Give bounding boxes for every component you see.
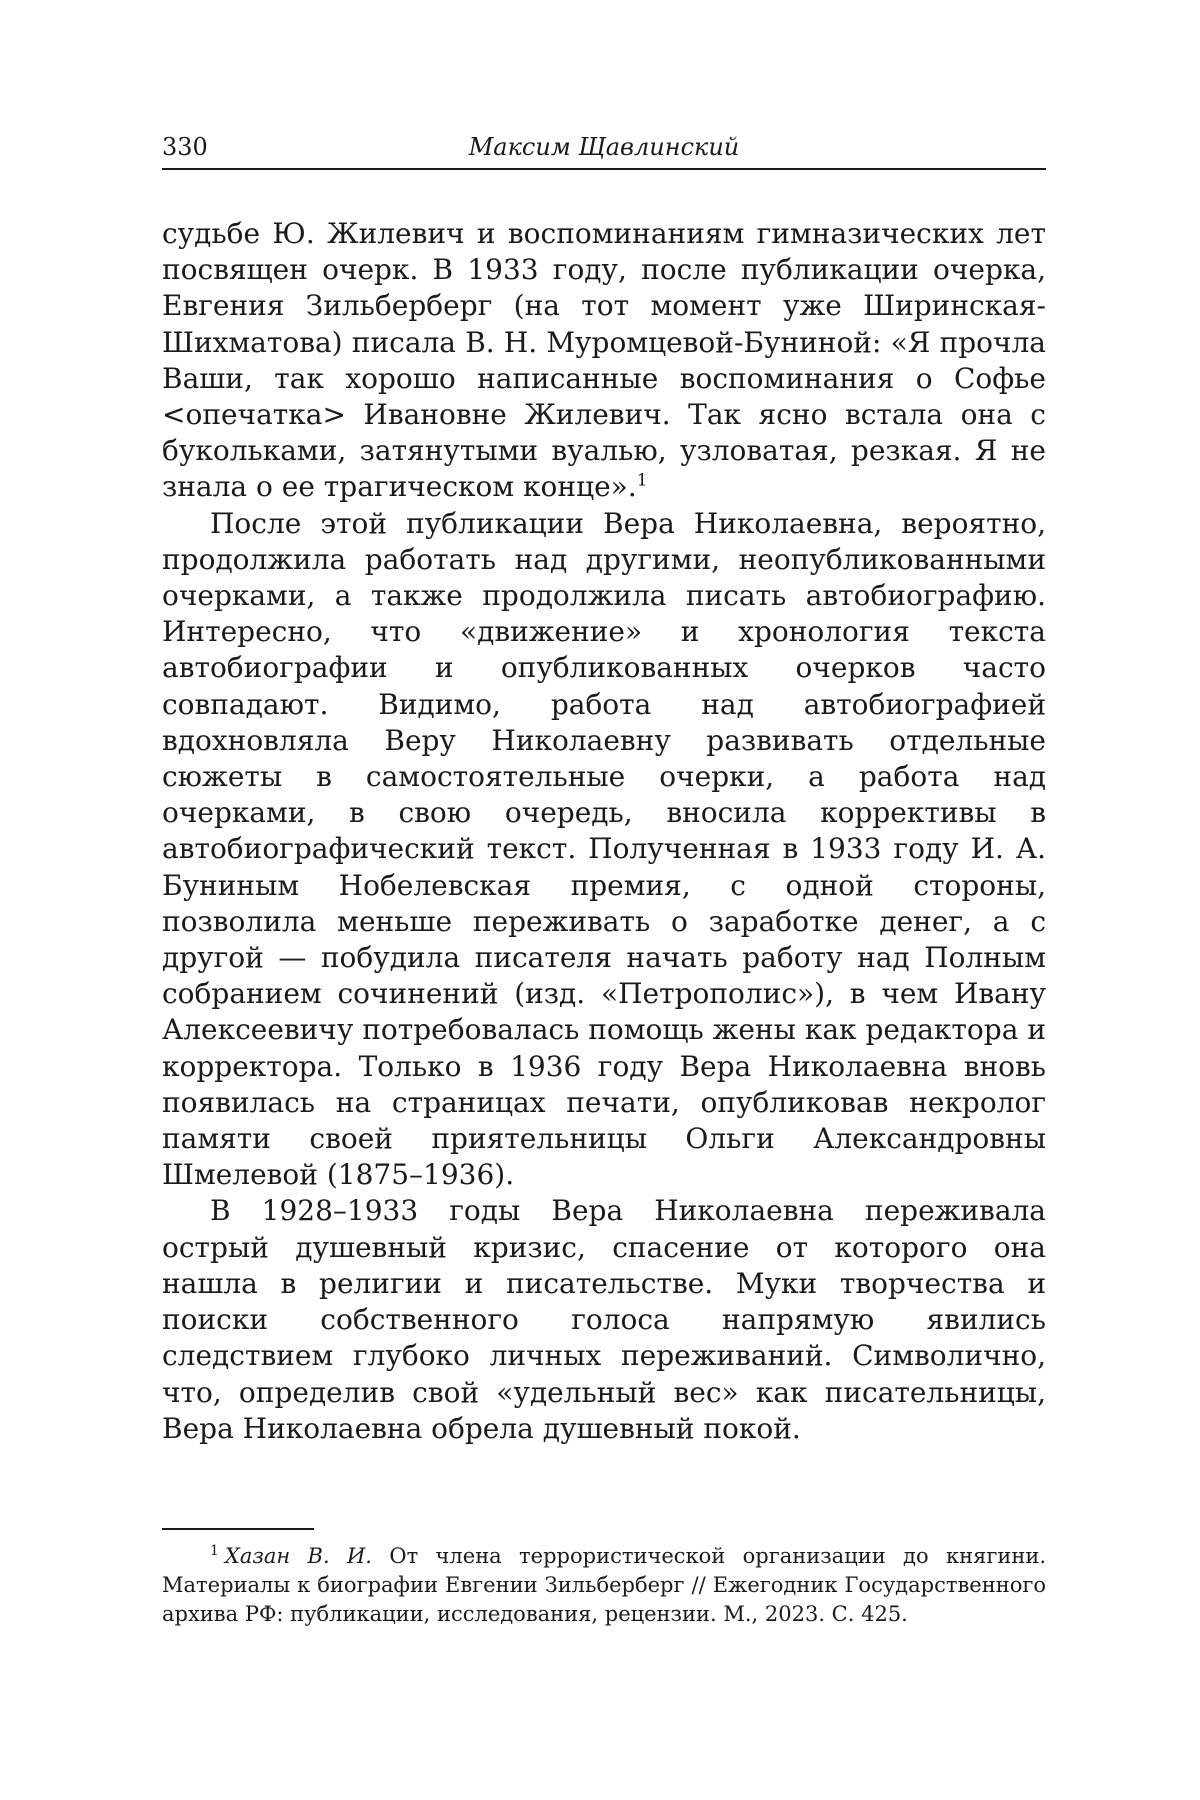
footnotes xyxy=(162,1542,1046,1629)
footnote-1 xyxy=(162,1542,1046,1629)
paragraph-1-text: судьбе Ю. Жилевич и воспоминаниям гимназических лет посвящен очерк. В 1933 году, после публикации очерка, Евгения Зильберберг (на тот момент уже Ширинская-Шихматова) писала В. Н. Муромцевой-Буниной: «Я прочла Ваши, так хорошо написанные воспоминания о Софье <опечатка> Ивановне Жилевич. Так ясно встала она с букольками, затянутыми вуалью, узловатая, резкая. Я не знала о ее трагическом конце». xyxy=(162,217,1046,504)
footnote-number: 1 xyxy=(210,1543,219,1559)
page-number: 330 xyxy=(162,133,208,161)
footnote-reference-1: 1 xyxy=(636,471,648,492)
footnote-separator xyxy=(162,1528,314,1530)
paragraph-2: После этой публикации Вера Николаевна, вероятно, продолжила работать над другими, неопубликованными очерками, а также продолжила писать автобиографию. Интересно, что «движение» и хронология текста автобиографии и опубликованных очерков часто совпадают. Видимо, работа над автобиографией вдохновляла Веру Николаевну развивать отдельные сюжеты в самостоятельные очерки, а работа над очерками, в свою очередь, вносила коррективы в автобиографический текст. Полученная в 1933 году И. А. Буниным Нобелевская премия, с одной стороны, позволила меньше переживать о заработке денег, а с другой — побудила писателя начать работу над Полным собранием сочинений (изд. «Петрополис»), в чем Ивану Алексеевичу потребовалась помощь жены как редактора и корректора. Только в 1936 году Вера Николаевна вновь появилась на страницах печати, опубликовав некролог памяти своей приятельницы Ольги Александровны Шмелевой (1875–1936). xyxy=(162,506,1046,1192)
page-header xyxy=(162,128,1046,170)
footnote-author: Хазан В. И. xyxy=(224,1544,372,1568)
main-text xyxy=(162,216,1046,1447)
running-head-author: Максим Щавлинский xyxy=(468,133,740,161)
footnote-text: От члена террористической организации до княгини. Материалы к биографии Евгении Зильберберг // Ежегодник Государственного архива РФ: публикации, исследования, рецензии. М., 2023. С. 425. xyxy=(162,1544,1046,1626)
paragraph-3: В 1928–1933 годы Вера Николаевна переживала острый душевный кризис, спасение от которого она нашла в религии и писательстве. Муки творчества и поиски собственного голоса напрямую явились следствием глубоко личных переживаний. Символично, что, определив свой «удельный вес» как писательницы, Вера Николаевна обрела душевный покой. xyxy=(162,1194,1046,1445)
paragraph-1 xyxy=(162,216,1046,506)
